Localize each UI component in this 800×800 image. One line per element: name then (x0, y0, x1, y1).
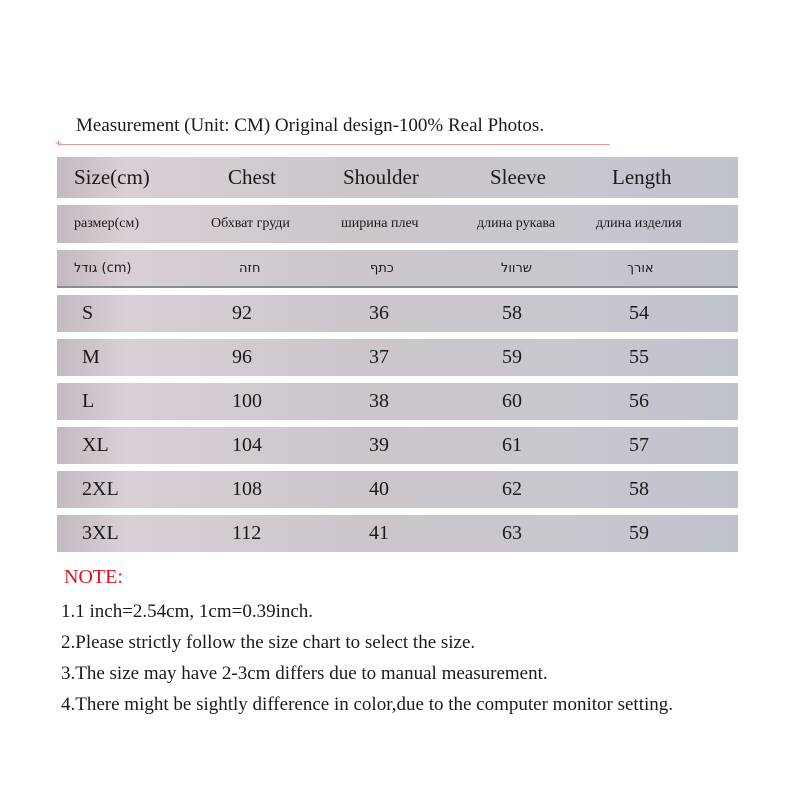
length-cell: 54 (629, 302, 649, 324)
table-row (57, 295, 738, 332)
header-chest: Chest (228, 165, 276, 189)
caption-underline (58, 144, 610, 145)
table-row (57, 471, 738, 508)
header-he-shoulder: כתף (370, 260, 394, 276)
header-ru-shoulder: ширина плеч (341, 216, 419, 231)
size-cell: XL (82, 434, 109, 456)
chest-cell: 112 (232, 522, 262, 544)
header-ru-chest: Обхват груди (211, 216, 290, 231)
measurement-caption: Measurement (Unit: CM) Original design-100% Real Photos. (76, 115, 545, 136)
header-sleeve: Sleeve (490, 165, 546, 189)
chest-cell: 104 (232, 434, 262, 456)
table-row (57, 383, 738, 420)
chest-cell: 92 (232, 302, 252, 324)
note-item: 2.Please strictly follow the size chart to select the size. (61, 632, 476, 653)
length-cell: 58 (629, 478, 649, 500)
table-row (57, 339, 738, 376)
header-row-hebrew (57, 250, 738, 288)
sleeve-cell: 60 (502, 390, 522, 412)
header-size: Size(cm) (74, 165, 150, 189)
header-length: Length (612, 165, 672, 189)
sleeve-cell: 61 (502, 434, 522, 456)
size-chart-table (57, 157, 738, 559)
length-cell: 55 (629, 346, 649, 368)
plus-mark-icon: + (55, 136, 63, 150)
table-row (57, 515, 738, 552)
header-he-size: גודל (cm) (74, 260, 132, 276)
header-he-sleeve: שרוול (501, 260, 533, 276)
size-cell: S (82, 302, 94, 324)
header-he-length: אורך (627, 260, 654, 276)
header-he-chest: חזה (239, 260, 261, 276)
header-row-russian (57, 205, 738, 243)
size-cell: L (82, 390, 95, 412)
note-title: NOTE: (64, 566, 123, 588)
size-cell: M (82, 346, 100, 368)
length-cell: 59 (629, 522, 649, 544)
note-item: 1.1 inch=2.54cm, 1cm=0.39inch. (61, 601, 314, 622)
length-cell: 57 (629, 434, 649, 456)
chest-cell: 100 (232, 390, 262, 412)
header-ru-length: длина изделия (596, 216, 682, 231)
length-cell: 56 (629, 390, 649, 412)
sleeve-cell: 62 (502, 478, 522, 500)
size-cell: 3XL (82, 522, 119, 544)
shoulder-cell: 38 (369, 390, 389, 412)
size-cell: 2XL (82, 478, 119, 500)
table-row (57, 427, 738, 464)
header-shoulder: Shoulder (343, 165, 419, 189)
shoulder-cell: 39 (369, 434, 389, 456)
chest-cell: 108 (232, 478, 262, 500)
shoulder-cell: 40 (369, 478, 389, 500)
sleeve-cell: 59 (502, 346, 522, 368)
sleeve-cell: 58 (502, 302, 522, 324)
shoulder-cell: 37 (369, 346, 389, 368)
sleeve-cell: 63 (502, 522, 522, 544)
chest-cell: 96 (232, 346, 252, 368)
note-item: 3.The size may have 2-3cm differs due to manual measurement. (61, 663, 548, 684)
shoulder-cell: 36 (369, 302, 389, 324)
shoulder-cell: 41 (369, 522, 389, 544)
header-ru-sleeve: длина рукава (477, 216, 556, 231)
note-item: 4.There might be sightly difference in color,due to the computer monitor setting. (61, 694, 674, 715)
header-row-english (57, 157, 738, 198)
header-ru-size: размер(см) (74, 216, 140, 231)
